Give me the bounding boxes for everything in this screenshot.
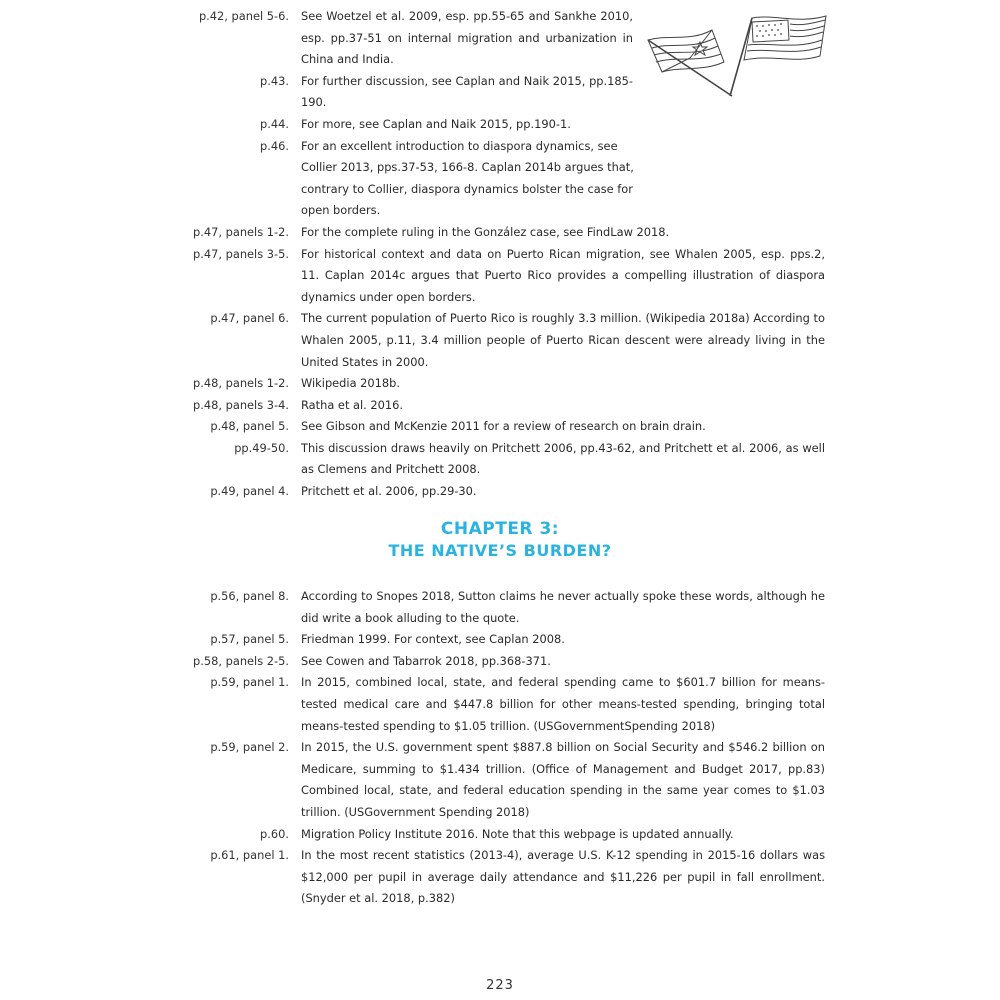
note-text: In 2015, the U.S. government spent $887.8 billion on Social Security and $546.2 billion on Medicare, summing to $1.434 trillion. (Office of Management and Budget 2017, pp.83) Combined local, state, and federal education spending in the same year comes to $1.03 trillion. (USGovernment Spending 2018) bbox=[301, 740, 825, 819]
notes-top-section bbox=[0, 6, 1000, 503]
note-entry bbox=[0, 222, 1000, 244]
note-entry bbox=[0, 845, 1000, 910]
note-reference: p.48, panels 1-2. bbox=[193, 376, 289, 391]
note-entry bbox=[0, 6, 1000, 71]
note-text: For further discussion, see Caplan and Naik 2015, pp.185-190. bbox=[301, 73, 633, 110]
note-reference: p.58, panels 2-5. bbox=[193, 653, 289, 668]
note-entry bbox=[0, 672, 1000, 737]
note-text: According to Snopes 2018, Sutton claims he never actually spoke these words, although he did write a book alluding to the quote. bbox=[301, 589, 825, 625]
note-entry bbox=[0, 114, 1000, 136]
note-reference: p.61, panel 1. bbox=[210, 848, 289, 863]
note-reference: p.48, panels 3-4. bbox=[193, 397, 289, 412]
note-text: In the most recent statistics (2013-4), average U.S. K-12 spending in 2015-16 dollars was $12,000 per pupil in average daily attendance and $11,226 per pupil in fall enrollment. (Snyder et al. 2018, p.382) bbox=[301, 848, 825, 906]
note-text: For historical context and data on Puerto Rican migration, see Whalen 2005, esp. pps.2, 11. Caplan 2014c argues that Puerto Rico provides a compelling illustration of diaspora dynamics under open borders. bbox=[301, 246, 825, 304]
note-entry bbox=[0, 244, 1000, 309]
note-reference: p.49, panel 4. bbox=[210, 484, 289, 499]
note-reference: p.48, panel 5. bbox=[210, 419, 289, 434]
note-reference: p.46. bbox=[260, 138, 289, 153]
chapter-heading bbox=[0, 518, 1000, 562]
note-text bbox=[301, 136, 641, 222]
note-reference: p.47, panels 3-5. bbox=[193, 246, 289, 261]
note-entry bbox=[0, 308, 1000, 373]
chapter-title: THE NATIVE’S BURDEN? bbox=[388, 541, 612, 560]
note-text: See Woetzel et al. 2009, esp. pp.55-65 and Sankhe 2010, esp. pp.37-51 on internal migration and urbanization in China and India. bbox=[301, 9, 633, 67]
note-text: The current population of Puerto Rico is roughly 3.3 million. (Wikipedia 2018a) According to Whalen 2005, p.11, 3.4 million people of Puerto Rican descent were already living in the United States in 2000. bbox=[301, 311, 825, 369]
note-entry bbox=[0, 629, 1000, 651]
note-entry bbox=[0, 651, 1000, 673]
note-text: This discussion draws heavily on Pritchett 2006, pp.43-62, and Pritchett et al. 2006, as well as Clemens and Pritchett 2008. bbox=[301, 440, 825, 477]
note-entry bbox=[0, 416, 1000, 438]
note-text: For more, see Caplan and Naik 2015, pp.190-1. bbox=[301, 116, 571, 131]
note-reference: p.47, panel 6. bbox=[210, 311, 289, 326]
notes-bottom-section bbox=[0, 586, 1000, 910]
page-number: 223 bbox=[486, 978, 514, 993]
note-text: Wikipedia 2018b. bbox=[301, 376, 401, 391]
note-text-content: For an excellent introduction to diaspora dynamics, see Collier 2013, pps.37-53, 166-8. Caplan 2014b argues that, contrary to Collier, diaspora dynamics bolster the case for open borders. bbox=[301, 138, 634, 218]
note-entry bbox=[0, 71, 1000, 114]
note-entry bbox=[0, 586, 1000, 629]
note-text: See Gibson and McKenzie 2011 for a review of research on brain drain. bbox=[301, 419, 706, 434]
note-reference: p.59, panel 1. bbox=[210, 675, 289, 690]
note-reference: pp.49-50. bbox=[234, 440, 289, 455]
note-entry bbox=[0, 481, 1000, 503]
note-text: Pritchett et al. 2006, pp.29-30. bbox=[301, 484, 477, 499]
note-text: See Cowen and Tabarrok 2018, pp.368-371. bbox=[301, 653, 551, 668]
note-entry bbox=[0, 824, 1000, 846]
note-text: Ratha et al. 2016. bbox=[301, 397, 404, 412]
note-entry bbox=[0, 737, 1000, 823]
note-text: Friedman 1999. For context, see Caplan 2008. bbox=[301, 632, 565, 647]
note-reference: p.47, panels 1-2. bbox=[193, 224, 289, 239]
note-entry bbox=[0, 438, 1000, 481]
note-reference: p.59, panel 2. bbox=[210, 740, 289, 755]
note-reference: p.42, panel 5-6. bbox=[198, 9, 289, 23]
note-text: Migration Policy Institute 2016. Note that this webpage is updated annually. bbox=[301, 826, 734, 841]
note-reference: p.44. bbox=[260, 116, 289, 131]
note-text: For the complete ruling in the González case, see FindLaw 2018. bbox=[301, 224, 670, 239]
note-reference: p.43. bbox=[260, 73, 289, 88]
note-reference: p.56, panel 8. bbox=[210, 589, 289, 603]
note-entry bbox=[0, 395, 1000, 417]
chapter-number: CHAPTER 3: bbox=[440, 519, 560, 539]
note-reference: p.60. bbox=[260, 826, 289, 841]
note-entry bbox=[0, 373, 1000, 395]
note-entry bbox=[0, 136, 1000, 222]
note-text: In 2015, combined local, state, and federal spending came to $601.7 billion for means-tested medical care and $447.8 billion for other means-tested spending, bringing total means-tested spending to $1.05 trillion. (USGovernmentSpending 2018) bbox=[301, 675, 825, 733]
note-reference: p.57, panel 5. bbox=[210, 632, 289, 647]
